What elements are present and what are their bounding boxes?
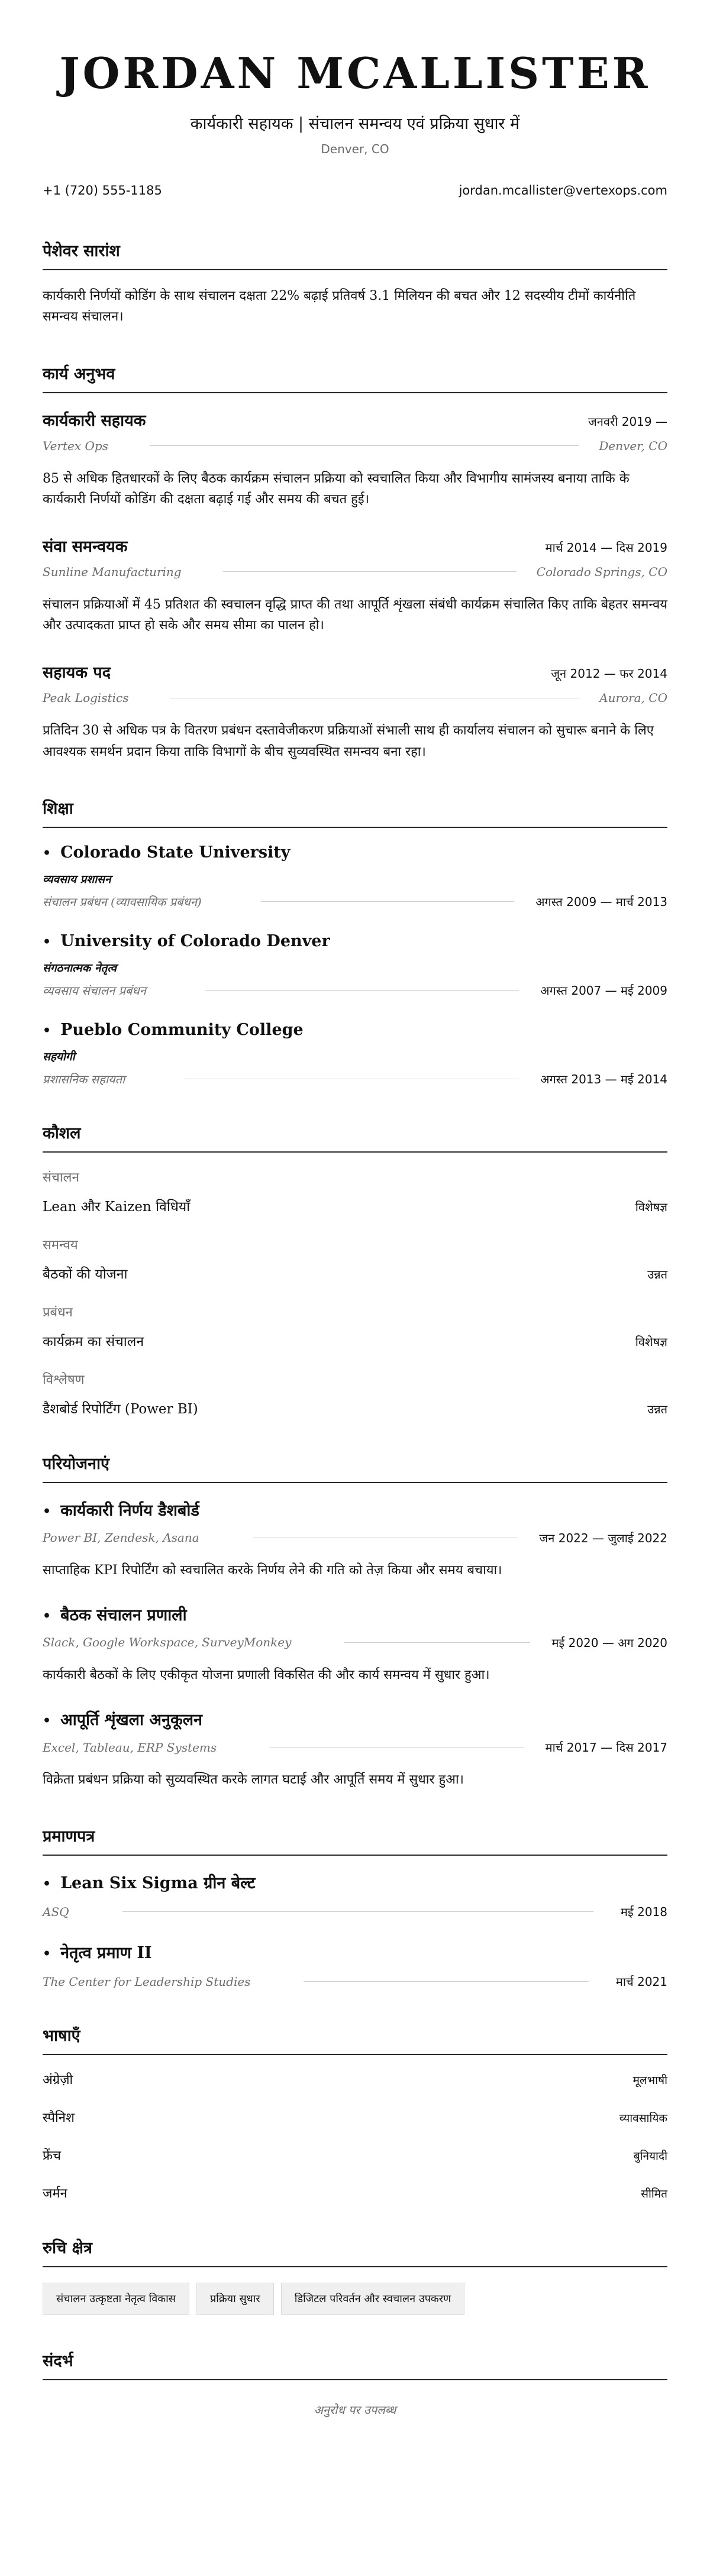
divider <box>205 990 519 991</box>
section-title: पेशेवर सारांश <box>43 239 667 270</box>
project-item <box>43 1708 667 1790</box>
language-name: फ्रेंच <box>43 2148 61 2164</box>
field-of-study: संचालन प्रबंधन (व्यावसायिक प्रबंधन) <box>43 894 202 909</box>
language-item <box>43 2070 667 2088</box>
bullet-icon: • <box>43 1022 51 1038</box>
education-dates: अगस्त 2013 — मई 2014 <box>540 1072 667 1086</box>
skill-level: उन्नत <box>647 1267 667 1281</box>
summary-text: कार्यकारी निर्णयों कोडिंग के साथ संचालन दक्षता 22% बढ़ाई प्रतिवर्ष 3.1 मिलियन की बचत और 12 सदस्यीय टीमों कार्यनीति समन्वय संचालन। <box>43 289 636 325</box>
certificate-name: Lean Six Sigma ग्रीन बेल्ट <box>60 1874 256 1893</box>
resume-header <box>43 50 667 198</box>
email-address[interactable]: jordan.mcallister@vertexops.com <box>459 183 667 198</box>
certificate-date: मई 2018 <box>620 1905 667 1920</box>
job-title: सहायक पद <box>43 664 111 682</box>
project-description: कार्यकारी बैठकों के लिए एकीकृत योजना प्रणाली विकसित की और कार्य समन्वय में सुधार हुआ। <box>43 1667 490 1682</box>
project-name: आपूर्ति शृंखला अनुकूलन <box>60 1711 202 1730</box>
degree-name: संगठनात्मक नेतृत्व <box>43 961 117 975</box>
project-description: साप्ताहिक KPI रिपोर्टिंग को स्वचालित करके निर्णय लेने की गति को तेज़ किया और समय बचाया। <box>43 1562 502 1578</box>
bullet-icon: • <box>43 934 51 950</box>
field-of-study: प्रशासनिक सहायता <box>43 1072 125 1086</box>
candidate-location: Denver, CO <box>321 142 389 157</box>
education-dates: अगस्त 2009 — मार्च 2013 <box>535 894 667 909</box>
bullet-icon: • <box>43 1713 51 1729</box>
skill-name: Lean और Kaizen विधियाँ <box>43 1199 191 1215</box>
language-level: मूलभाषी <box>632 2074 667 2088</box>
skill-group <box>43 1168 667 1215</box>
school-name: Colorado State University <box>60 843 291 862</box>
skill-name: बैठकों की योजना <box>43 1266 128 1282</box>
job-location: Denver, CO <box>599 438 667 453</box>
certificate-name: नेतृत्व प्रमाण II <box>60 1944 152 1963</box>
project-item <box>43 1603 667 1685</box>
skills-section <box>43 1121 667 1418</box>
project-dates: जन 2022 — जुलाई 2022 <box>539 1530 667 1545</box>
job-title: संवा समन्वयक <box>43 537 128 556</box>
company-name: Sunline Manufacturing <box>43 564 182 579</box>
summary-section <box>43 239 667 327</box>
section-title: कार्य अनुभव <box>43 362 667 393</box>
references-section <box>43 2349 667 2418</box>
section-title: कौशल <box>43 1121 667 1153</box>
bullet-icon: • <box>43 1946 51 1962</box>
divider <box>150 445 579 446</box>
bullet-icon: • <box>43 845 51 861</box>
experience-item <box>43 409 667 510</box>
degree-name: सहयोगी <box>43 1050 75 1063</box>
experience-item <box>43 661 667 762</box>
certificate-date: मार्च 2021 <box>615 1975 667 1989</box>
bullet-icon: • <box>43 1876 51 1892</box>
education-dates: अगस्त 2007 — मई 2009 <box>540 983 667 998</box>
divider <box>304 1981 588 1982</box>
skill-group <box>43 1370 667 1418</box>
field-of-study: व्यवसाय संचालन प्रबंधन <box>43 983 146 998</box>
experience-item <box>43 535 667 636</box>
project-description: विक्रेता प्रबंधन प्रक्रिया को सुव्यवस्थित करके लागत घटाई और आपूर्ति समय में सुधार हुआ। <box>43 1772 464 1788</box>
language-name: स्पैनिश <box>43 2111 75 2126</box>
education-item <box>43 843 667 910</box>
skill-group <box>43 1303 667 1350</box>
job-title: कार्यकारी सहायक <box>43 411 146 430</box>
projects-section <box>43 1452 667 1791</box>
company-name: Peak Logistics <box>43 691 129 706</box>
skill-level: उन्नत <box>647 1402 667 1416</box>
project-tools: Slack, Google Workspace, SurveyMonkey <box>43 1635 292 1650</box>
skill-category: संचालन <box>43 1170 79 1185</box>
interests-section <box>43 2236 667 2315</box>
references-note: अनुरोध पर उपलब्ध <box>314 2403 396 2418</box>
education-section <box>43 797 667 1087</box>
divider <box>344 1642 530 1643</box>
job-description: 85 से अधिक हितधारकों के लिए बैठक कार्यक्रम संचालन प्रक्रिया को स्वचालित किया और विभागीय सामंजस्य बनाया ताकि के कार्यकारी निर्णयों कोडिंग की दक्षता बढ़ाई गई और समय की बचत हुई। <box>43 471 630 507</box>
certificate-item <box>43 1941 667 1989</box>
skill-name: डैशबोर्ड रिपोर्टिंग (Power BI) <box>43 1401 198 1417</box>
section-title: शिक्षा <box>43 797 667 828</box>
skill-name: कार्यक्रम का संचालन <box>43 1334 144 1350</box>
divider <box>261 901 514 902</box>
language-name: जर्मन <box>43 2186 67 2202</box>
project-tools: Power BI, Zendesk, Asana <box>43 1530 199 1545</box>
candidate-tagline: कार्यकारी सहायक | संचालन समन्वय एवं प्रक्रिया सुधार में <box>190 115 520 134</box>
language-item <box>43 2184 667 2202</box>
divider <box>223 571 517 572</box>
certificate-issuer: The Center for Leadership Studies <box>43 1974 251 1989</box>
bullet-icon: • <box>43 1503 51 1519</box>
contact-row <box>43 183 667 198</box>
project-dates: मई 2020 — अग 2020 <box>551 1635 667 1650</box>
language-name: अंग्रेज़ी <box>43 2073 73 2088</box>
school-name: Pueblo Community College <box>60 1020 304 1039</box>
skill-category: समन्वय <box>43 1237 78 1253</box>
degree-name: व्यवसाय प्रशासन <box>43 872 111 886</box>
school-name: University of Colorado Denver <box>60 931 330 950</box>
phone-number[interactable]: +1 (720) 555-1185 <box>43 183 162 198</box>
project-item <box>43 1499 667 1581</box>
interest-tag: प्रक्रिया सुधार <box>196 2283 274 2315</box>
skill-group <box>43 1235 667 1283</box>
certificates-section <box>43 1824 667 1989</box>
project-dates: मार्च 2017 — दिस 2017 <box>545 1740 667 1755</box>
bullet-icon: • <box>43 1608 51 1624</box>
job-description: प्रतिदिन 30 से अधिक पत्र के वितरण प्रबंधन दस्तावेजीकरण प्रक्रियाओं संभाली साथ ही कार्यालय संचालन को सुचारू बनाने के लिए आवश्यक समर्थन प्रदान किया ताकि विभागों के बीच सुव्यवस्थित समन्वय बना रहा। <box>43 723 654 759</box>
section-title: संदर्भ <box>43 2349 667 2380</box>
divider <box>122 1911 593 1912</box>
experience-section <box>43 362 667 762</box>
education-item <box>43 932 667 998</box>
job-location: Aurora, CO <box>599 691 667 706</box>
skill-level: विशेषज्ञ <box>635 1334 667 1349</box>
language-level: बुनियादी <box>633 2150 667 2163</box>
candidate-name: JORDAN MCALLISTER <box>59 48 651 98</box>
education-item <box>43 1021 667 1087</box>
language-item <box>43 2108 667 2126</box>
skill-category: विश्लेषण <box>43 1372 85 1387</box>
section-title: परियोजनाएं <box>43 1452 667 1483</box>
language-level: सीमित <box>641 2187 667 2201</box>
company-name: Vertex Ops <box>43 438 108 453</box>
skill-level: विशेषज्ञ <box>635 1199 667 1214</box>
section-title: रुचि क्षेत्र <box>43 2236 667 2267</box>
project-name: कार्यकारी निर्णय डैशबोर्ड <box>60 1501 199 1520</box>
interest-tag: संचालन उत्कृष्टता नेतृत्व विकास <box>43 2283 189 2315</box>
job-description: संचालन प्रक्रियाओं में 45 प्रतिशत की स्वचालन वृद्धि प्राप्त की तथा आपूर्ति शृंखला संबंधी कार्यक्रम संचालित किए ताकि बेहतर समन्वय और उत्पादकता प्राप्त हो सके और समय सीमा का पालन हो। <box>43 597 667 633</box>
language-level: व्यावसायिक <box>619 2112 667 2125</box>
languages-section <box>43 2024 667 2202</box>
section-title: भाषाएँ <box>43 2024 667 2055</box>
job-dates: मार्च 2014 — दिस 2019 <box>545 540 667 555</box>
interest-tags <box>43 2283 667 2315</box>
language-item <box>43 2146 667 2164</box>
certificate-item <box>43 1871 667 1920</box>
job-dates: जनवरी 2019 — <box>588 414 667 429</box>
skill-category: प्रबंधन <box>43 1305 73 1320</box>
interest-tag: डिजिटल परिवर्तन और स्वचालन उपकरण <box>281 2283 464 2315</box>
project-name: बैठक संचालन प्रणाली <box>60 1606 187 1624</box>
certificate-issuer: ASQ <box>43 1904 69 1919</box>
job-dates: जून 2012 — फर 2014 <box>551 666 667 681</box>
section-title: प्रमाणपत्र <box>43 1824 667 1856</box>
job-location: Colorado Springs, CO <box>536 564 667 579</box>
project-tools: Excel, Tableau, ERP Systems <box>43 1740 217 1755</box>
